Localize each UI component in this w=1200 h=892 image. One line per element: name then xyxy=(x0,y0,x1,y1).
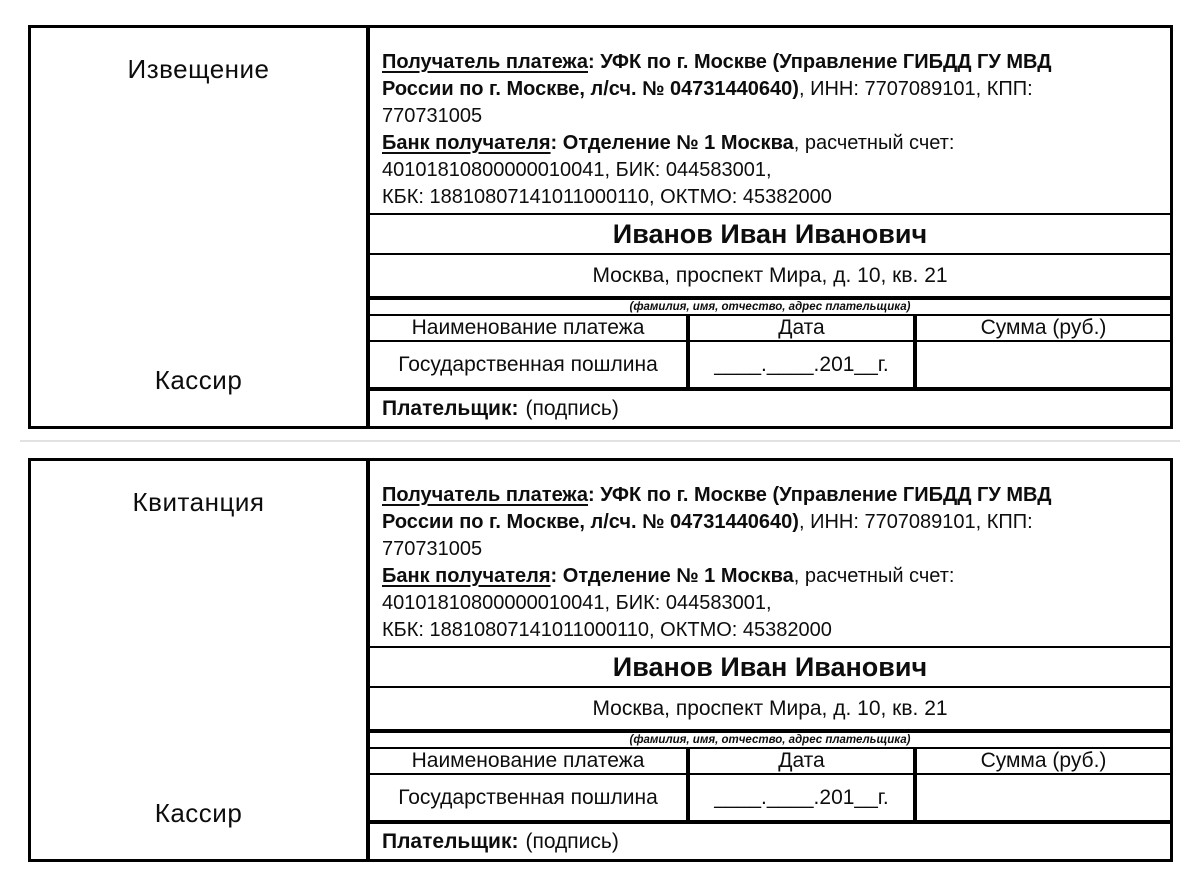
payer-name: Иванов Иван Иванович xyxy=(370,213,1170,253)
col-amount-header: Сумма (руб.) xyxy=(913,316,1170,342)
receipt-left-column xyxy=(31,461,370,859)
recipient-value: : УФК по г. Москве (Управление ГИБДД ГУ МВД xyxy=(587,484,1052,506)
payer-caption: (фамилия, имя, отчество, адрес плательщика) xyxy=(370,296,1170,316)
bank-value: : Отделение № 1 Москва xyxy=(550,565,794,587)
date-blank-cell: ____.____.201__г. xyxy=(686,775,913,820)
account-label: , расчетный счет: xyxy=(793,132,955,154)
payer-address: Москва, проспект Мира, д. 10, кв. 21 xyxy=(370,253,1170,296)
account-number: 40101810800000010041, БИК: 044583001, xyxy=(382,592,772,614)
date-blank-cell: ____.____.201__г. xyxy=(686,342,913,387)
payment-details xyxy=(370,28,1170,213)
account-number: 40101810800000010041, БИК: 044583001, xyxy=(382,159,772,181)
col-payment-name-header: Наименование платежа xyxy=(370,749,686,775)
payer-signature-value: (подпись) xyxy=(525,396,619,420)
payment-table xyxy=(370,749,1170,824)
payment-table xyxy=(370,316,1170,391)
kpp-value: 770731005 xyxy=(382,105,483,127)
bank-value: : Отделение № 1 Москва xyxy=(550,132,794,154)
kbk-oktmo: КБК: 18810807141011000110, ОКТМО: 45382000 xyxy=(382,619,832,641)
recipient-value-line2: России по г. Москве, л/сч. № 04731440640) xyxy=(382,511,799,533)
bank-label: Банк получателя xyxy=(382,565,551,587)
receipt-section xyxy=(28,458,1173,862)
inn-kpp-text: , ИНН: 7707089101, КПП: xyxy=(798,78,1033,100)
section-title: Извещение xyxy=(127,54,270,84)
payer-signature-label: Плательщик: xyxy=(382,396,519,420)
account-label: , расчетный счет: xyxy=(793,565,955,587)
notice-section xyxy=(28,25,1173,429)
recipient-value: : УФК по г. Москве (Управление ГИБДД ГУ МВД xyxy=(587,51,1052,73)
payment-details xyxy=(370,461,1170,646)
amount-blank-cell xyxy=(913,342,1170,387)
col-date-header: Дата xyxy=(686,749,913,775)
col-amount-header: Сумма (руб.) xyxy=(913,749,1170,775)
cashier-label: Кассир xyxy=(154,365,243,395)
recipient-value-line2: России по г. Москве, л/сч. № 04731440640) xyxy=(382,78,799,100)
payer-address: Москва, проспект Мира, д. 10, кв. 21 xyxy=(370,686,1170,729)
payer-signature-value: (подпись) xyxy=(525,829,619,853)
recipient-label: Получатель платежа xyxy=(382,484,588,506)
kbk-oktmo: КБК: 18810807141011000110, ОКТМО: 45382000 xyxy=(382,186,832,208)
cashier-label: Кассир xyxy=(154,798,243,828)
notice-left-column xyxy=(31,28,370,426)
bank-label: Банк получателя xyxy=(382,132,551,154)
receipt-right-column xyxy=(370,461,1170,859)
payment-name-cell: Государственная пошлина xyxy=(398,352,658,376)
kpp-value: 770731005 xyxy=(382,538,483,560)
signature-row xyxy=(370,824,1170,859)
amount-blank-cell xyxy=(913,775,1170,820)
payer-name: Иванов Иван Иванович xyxy=(370,646,1170,686)
notice-right-column xyxy=(370,28,1170,426)
col-date-header: Дата xyxy=(686,316,913,342)
cut-separator-line xyxy=(20,440,1180,442)
recipient-label: Получатель платежа xyxy=(382,51,588,73)
payer-signature-label: Плательщик: xyxy=(382,829,519,853)
payment-name-cell: Государственная пошлина xyxy=(398,785,658,809)
inn-kpp-text: , ИНН: 7707089101, КПП: xyxy=(798,511,1033,533)
col-payment-name-header: Наименование платежа xyxy=(370,316,686,342)
section-title: Квитанция xyxy=(132,487,265,517)
signature-row xyxy=(370,391,1170,426)
payer-caption: (фамилия, имя, отчество, адрес плательщика) xyxy=(370,729,1170,749)
